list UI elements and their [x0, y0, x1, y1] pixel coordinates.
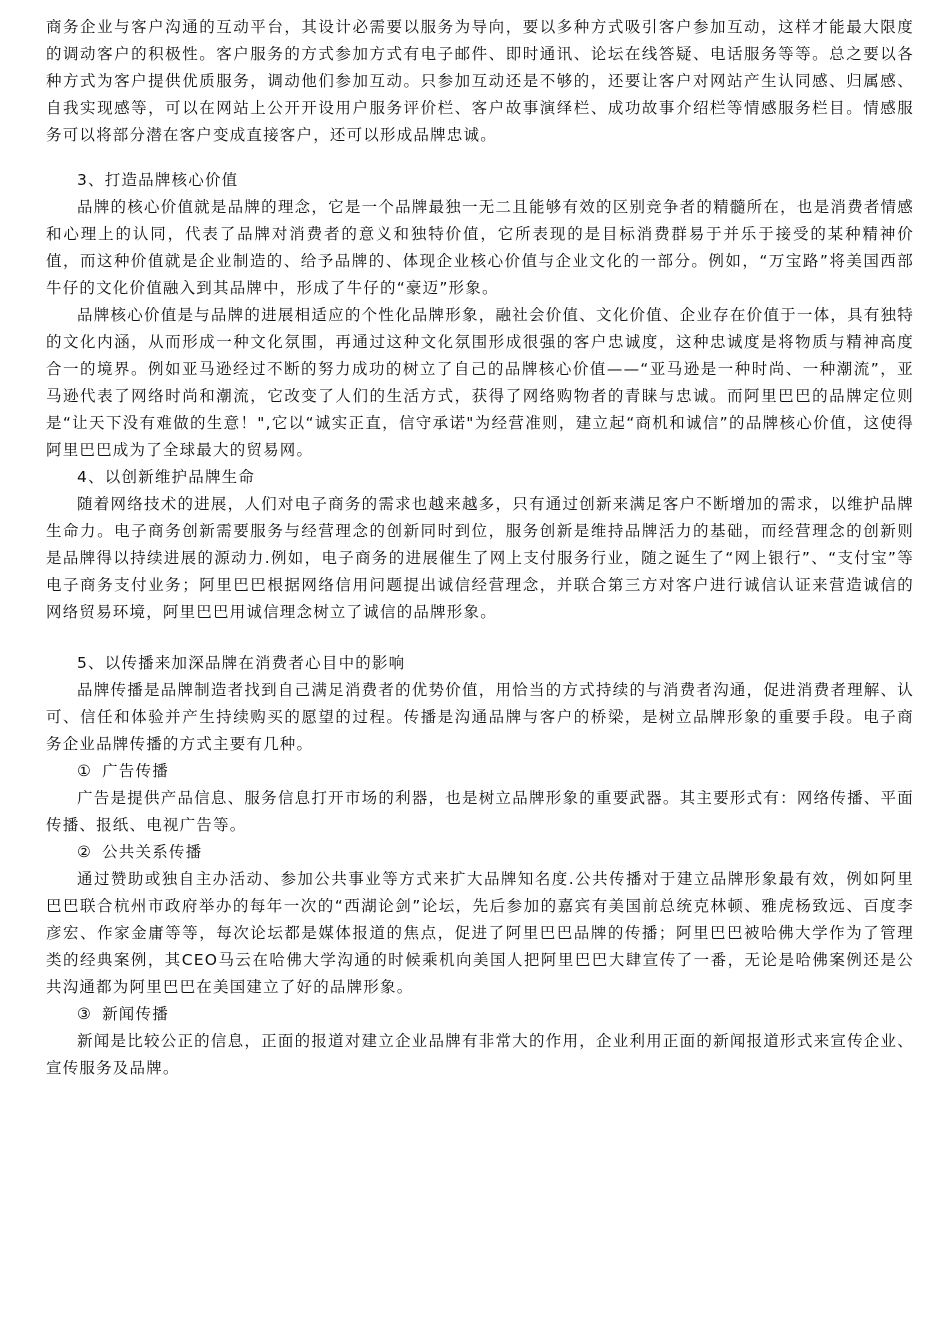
section-4-paragraph-1: 随着网络技术的进展，人们对电子商务的需求也越来越多，只有通过创新来满足客户不断增加的需求，以维护品牌生命力。电子商务创新需要服务与经营理念的创新同时到位，服务创新是维持品牌活力的基础，而经营理念的创新则是品牌得以持续进展的源动力.例如，电子商务的进展催生了网上支付服务行业，随之诞生了“网上银行”、“支付宝”等电子商务支付业务；阿里巴巴根据网络信用问题提出诚信经营理念，并联合第三方对客户进行诚信认证来营造诚信的网络贸易环境，阿里巴巴用诚信理念树立了诚信的品牌形象。	[46, 495, 914, 621]
subsection-number: ②	[77, 843, 93, 861]
section-5-paragraph-1: 品牌传播是品牌制造者找到自己满足消费者的优势价值，用恰当的方式持续的与消费者沟通，促进消费者理解、认可、信任和体验并产生持续购买的愿望的过程。传播是沟通品牌与客户的桥梁，是树立品牌形象的重要手段。电子商务企业品牌传播的方式主要有几种。	[46, 681, 914, 753]
subsection-news-paragraph: 新闻是比较公正的信息，正面的报道对建立企业品牌有非常大的作用，企业利用正面的新闻报道形式来宣传企业、宣传服务及品牌。	[46, 1032, 914, 1077]
subsection-title: 广告传播	[102, 762, 169, 780]
section-4-heading: 4、以创新维护品牌生命	[77, 468, 256, 486]
subsection-number: ①	[77, 762, 93, 780]
section-3-paragraph-1: 品牌的核心价值就是品牌的理念，它是一个品牌最独一无二且能够有效的区别竞争者的精髓所在，也是消费者情感和心理上的认同，代表了品牌对消费者的意义和独特价值，它所表现的是目标消费群易于并乐于接受的某种精神价值，而这种价值就是企业制造的、给予品牌的、体现企业核心价值与企业文化的一部分。例如，“万宝路”将美国西部牛仔的文化价值融入到其品牌中，形成了牛仔的“豪迈”形象。	[46, 198, 914, 297]
section-5-heading: 5、以传播来加深品牌在消费者心目中的影响	[77, 654, 406, 672]
subsection-public-relations-paragraph: 通过赞助或独自主办活动、参加公共事业等方式来扩大品牌知名度.公共传播对于建立品牌形象最有效，例如阿里巴巴联合杭州市政府举办的每年一次的“西湖论剑”论坛，先后参加的嘉宾有美国前总统克林顿、雅虎杨致远、百度李彦宏、作家金庸等等，每次论坛都是媒体报道的焦点，促进了阿里巴巴品牌的传播；阿里巴巴被哈佛大学作为了管理类的经典案例，其CEO马云在哈佛大学沟通的时候乘机向美国人把阿里巴巴大肆宣传了一番，无论是哈佛案例还是公共沟通都为阿里巴巴在美国建立了好的品牌形象。	[46, 870, 914, 996]
subsection-number: ③	[77, 1005, 93, 1023]
intro-paragraph: 商务企业与客户沟通的互动平台，其设计必需要以服务为导向，要以多种方式吸引客户参加互动，这样才能最大限度的调动客户的积极性。客户服务的方式参加方式有电子邮件、即时通讯、论坛在线答疑、电话服务等等。总之要以各种方式为客户提供优质服务，调动他们参加互动。只参加互动还是不够的，还要让客户对网站产生认同感、归属感、自我实现感等，可以在网站上公开开设用户服务评价栏、客户故事演绎栏、成功故事介绍栏等情感服务栏目。情感服务可以将部分潜在客户变成直接客户，还可以形成品牌忠诚。	[46, 18, 914, 144]
subsection-title: 新闻传播	[102, 1005, 169, 1023]
subsection-title: 公共关系传播	[102, 843, 203, 861]
subsection-public-relations-heading	[46, 839, 914, 866]
subsection-advertising-paragraph: 广告是提供产品信息、服务信息打开市场的利器，也是树立品牌形象的重要武器。其主要形式有：网络传播、平面传播、报纸、电视广告等。	[46, 789, 914, 834]
section-3-heading: 3、打造品牌核心价值	[77, 171, 239, 189]
subsection-advertising-heading	[46, 758, 914, 785]
subsection-news-heading	[46, 1001, 914, 1028]
document-page	[46, 14, 914, 1082]
section-3-paragraph-2: 品牌核心价值是与品牌的进展相适应的个性化品牌形象，融社会价值、文化价值、企业存在价值于一体，具有独特的文化内涵，从而形成一种文化氛围，再通过这种文化氛围形成很强的客户忠诚度，这种忠诚度是将物质与精神高度合一的境界。例如亚马逊经过不断的努力成功的树立了自己的品牌核心价值——“亚马逊是一种时尚、一种潮流”，亚马逊代表了网络时尚和潮流，它改变了人们的生活方式，获得了网络购物者的青睐与忠诚。而阿里巴巴的品牌定位则是“让天下没有难做的生意！",它以“诚实正直，信守承诺"为经营准则，建立起“商机和诚信”的品牌核心价值，这使得阿里巴巴成为了全球最大的贸易网。	[46, 306, 914, 459]
